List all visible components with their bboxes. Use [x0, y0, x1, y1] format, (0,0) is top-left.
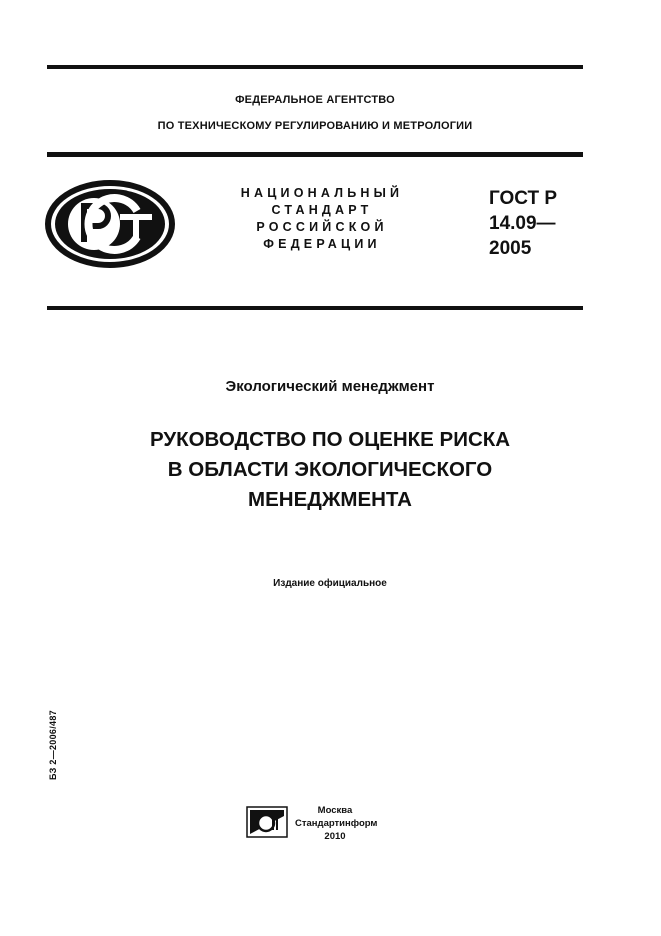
middle-rule — [47, 152, 583, 157]
national-line-3: РОССИЙСКОЙ — [256, 220, 388, 234]
national-line-4: ФЕДЕРАЦИИ — [263, 237, 381, 251]
standartinform-logo-icon — [246, 806, 288, 838]
edition-note: Издание официальное — [273, 578, 387, 589]
document-title — [47, 425, 613, 515]
publisher-year: 2010 — [324, 831, 346, 842]
national-standard-caption — [222, 185, 422, 253]
title-line-3: МЕНЕДЖМЕНТА — [248, 488, 412, 511]
publisher-city: Москва — [317, 805, 353, 816]
agency-line-1: ФЕДЕРАЛЬНОЕ АГЕНТСТВО — [235, 94, 395, 106]
gost-line-3: 2005 — [489, 238, 532, 259]
national-line-1: НАЦИОНАЛЬНЫЙ — [240, 186, 404, 200]
publisher-name: Стандартинформ — [295, 818, 378, 829]
topic-heading: Экологический менеджмент — [225, 378, 435, 395]
agency-line-2: ПО ТЕХНИЧЕСКОМУ РЕГУЛИРОВАНИЮ И МЕТРОЛОГИИ — [157, 120, 473, 132]
title-line-2: В ОБЛАСТИ ЭКОЛОГИЧЕСКОГО — [167, 458, 493, 481]
gost-line-1: ГОСТ Р — [489, 188, 558, 209]
national-line-2: СТАНДАРТ — [271, 203, 373, 217]
publisher-block — [295, 804, 378, 843]
top-rule — [47, 65, 583, 69]
side-catalog-note: БЗ 2—2006/487 — [48, 710, 58, 780]
gost-line-2: 14.09— — [489, 213, 556, 234]
bottom-rule — [47, 306, 583, 310]
gost-designation — [489, 186, 557, 261]
title-line-1: РУКОВОДСТВО ПО ОЦЕНКЕ РИСКА — [149, 428, 511, 451]
rst-certification-logo-icon — [44, 180, 176, 268]
